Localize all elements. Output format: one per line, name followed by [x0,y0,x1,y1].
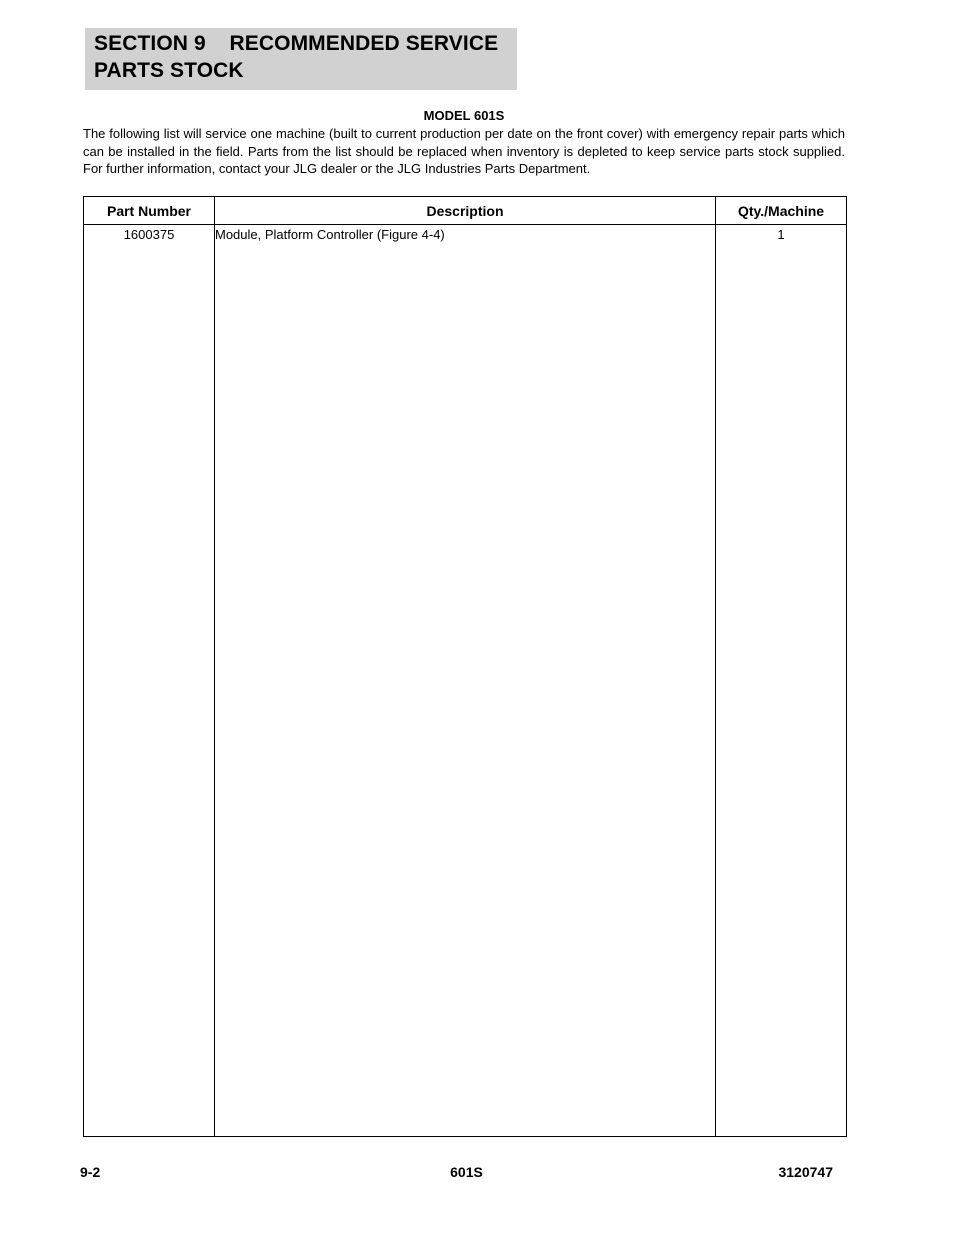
intro-paragraph: The following list will service one machine (built to current production per date on the front cover) with emergency repair parts which can be installed in the field. Parts from the list should be replaced when inventory is depleted to keep service parts stock supplied. For further information, contact your JLG dealer or the JLG Industries Parts Department. [83,126,845,176]
column-header-part-number: Part Number [84,197,215,225]
footer-page-number: 9-2 [80,1164,101,1180]
description-cell: Module, Platform Controller (Figure 4-4) [215,225,716,1137]
section-header [85,28,517,90]
column-header-qty: Qty./Machine [716,197,847,225]
footer-model: 601S [450,1164,483,1180]
section-title-line-2: PARTS STOCK [94,59,244,82]
qty-cell: 1 [716,225,847,1137]
table-row [84,225,847,1137]
table-header-row [84,197,847,225]
parts-table [83,196,847,1137]
part-number-cell: 1600375 [84,225,215,1137]
model-title: MODEL 601S [423,108,505,123]
section-title-line-1: SECTION 9 RECOMMENDED SERVICE [94,32,499,55]
column-header-description: Description [215,197,716,225]
footer-doc-number: 3120747 [778,1164,833,1180]
